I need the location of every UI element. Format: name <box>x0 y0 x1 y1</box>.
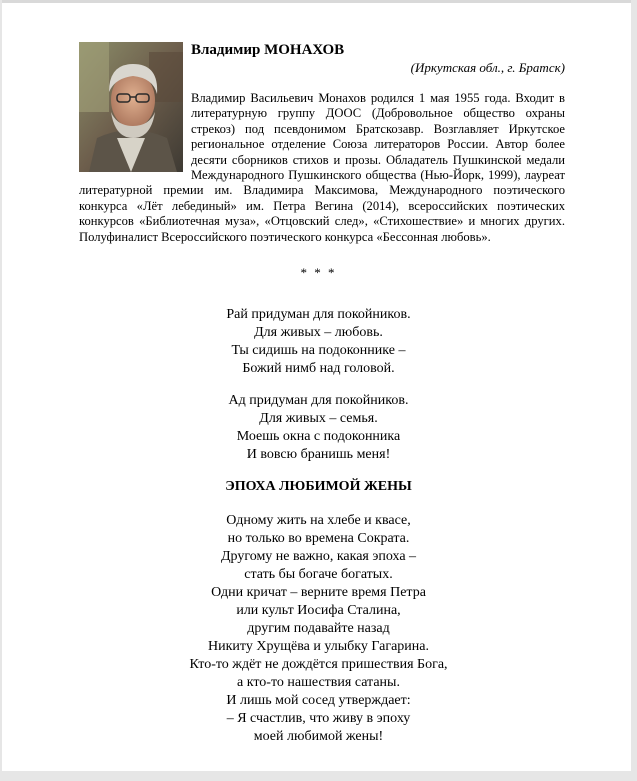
poem-line: – Я счастлив, что живу в эпоху <box>226 711 411 726</box>
poem-line: Моешь окна с подоконника <box>236 429 401 444</box>
poem-line: И лишь мой сосед утверждает: <box>226 693 411 708</box>
poem1-stanza1 <box>0 306 637 378</box>
poem-line: Для живых – любовь. <box>254 325 383 340</box>
poem-line: Рай придуман для покойников. <box>226 307 411 322</box>
poem-line: Другому не важно, какая эпоха – <box>220 549 417 564</box>
poem-line: но только во времена Сократа. <box>227 531 410 546</box>
poem-line: Ты сидишь на подоконнике – <box>231 343 406 358</box>
poem-line: а кто-то нашествия сатаны. <box>237 675 400 690</box>
poem-line: стать бы богаче богатых. <box>244 567 393 582</box>
page-frame-top <box>0 0 637 3</box>
author-location: (Иркутская обл., г. Братск) <box>410 60 565 75</box>
poem-line: Для живых – семья. <box>259 411 378 426</box>
poem2-body <box>0 512 637 746</box>
author-bio <box>79 91 565 245</box>
poem-line: моей любимой жены! <box>253 729 384 744</box>
page-frame-bottom <box>0 771 637 781</box>
poem-line: Одному жить на хлебе и квасе, <box>226 513 411 528</box>
poem-line: или культ Иосифа Сталина, <box>236 603 401 618</box>
author-name: Владимир МОНАХОВ <box>191 42 345 58</box>
poem-line: Ад придуман для покойников. <box>228 393 409 408</box>
poem1-stanza2 <box>0 392 637 464</box>
poem-line: Кто-то ждёт не дождётся пришествия Бога, <box>189 657 448 672</box>
poem-line: другим подавайте назад <box>247 621 390 636</box>
poem2-title: ЭПОХА ЛЮБИМОЙ ЖЕНЫ <box>225 479 412 494</box>
photo-wrap-spacer <box>79 91 191 183</box>
poem-line: И вовсю бранишь меня! <box>246 447 391 462</box>
poem-separator: * * * <box>300 265 337 280</box>
poem-line: Никиту Хрущёва и улыбку Гагарина. <box>208 639 429 654</box>
author-bio-text: Владимир Васильевич Монахов родился 1 мая 1955 года. Входит в литературную группу ДООС (Добровольное общество охраны стрекоз) под псевдонимом Братскозавр. Возглавляет Иркутское региональное отделение Союза литераторов России. Автор более десяти сборников стихов и прозы. Обладатель Пушкинской медали Международного Пушкинского общества (Нью-Йорк, 1999), лауреат литературной премии им. Владимира Максимова, Международного поэтического конкурса «Лёт лебединый» им. Петра Вегина (2014), всероссийских поэтических конкурсов «Библиотечная муза», «Отцовский след», «Стихошествие» и многих других. Полуфиналист Всероссийского поэтического конкурса «Бессонная любовь». <box>79 91 565 244</box>
poem-line: Божий нимб над головой. <box>242 361 395 376</box>
poem-line: Одни кричат – верните время Петра <box>211 585 426 600</box>
